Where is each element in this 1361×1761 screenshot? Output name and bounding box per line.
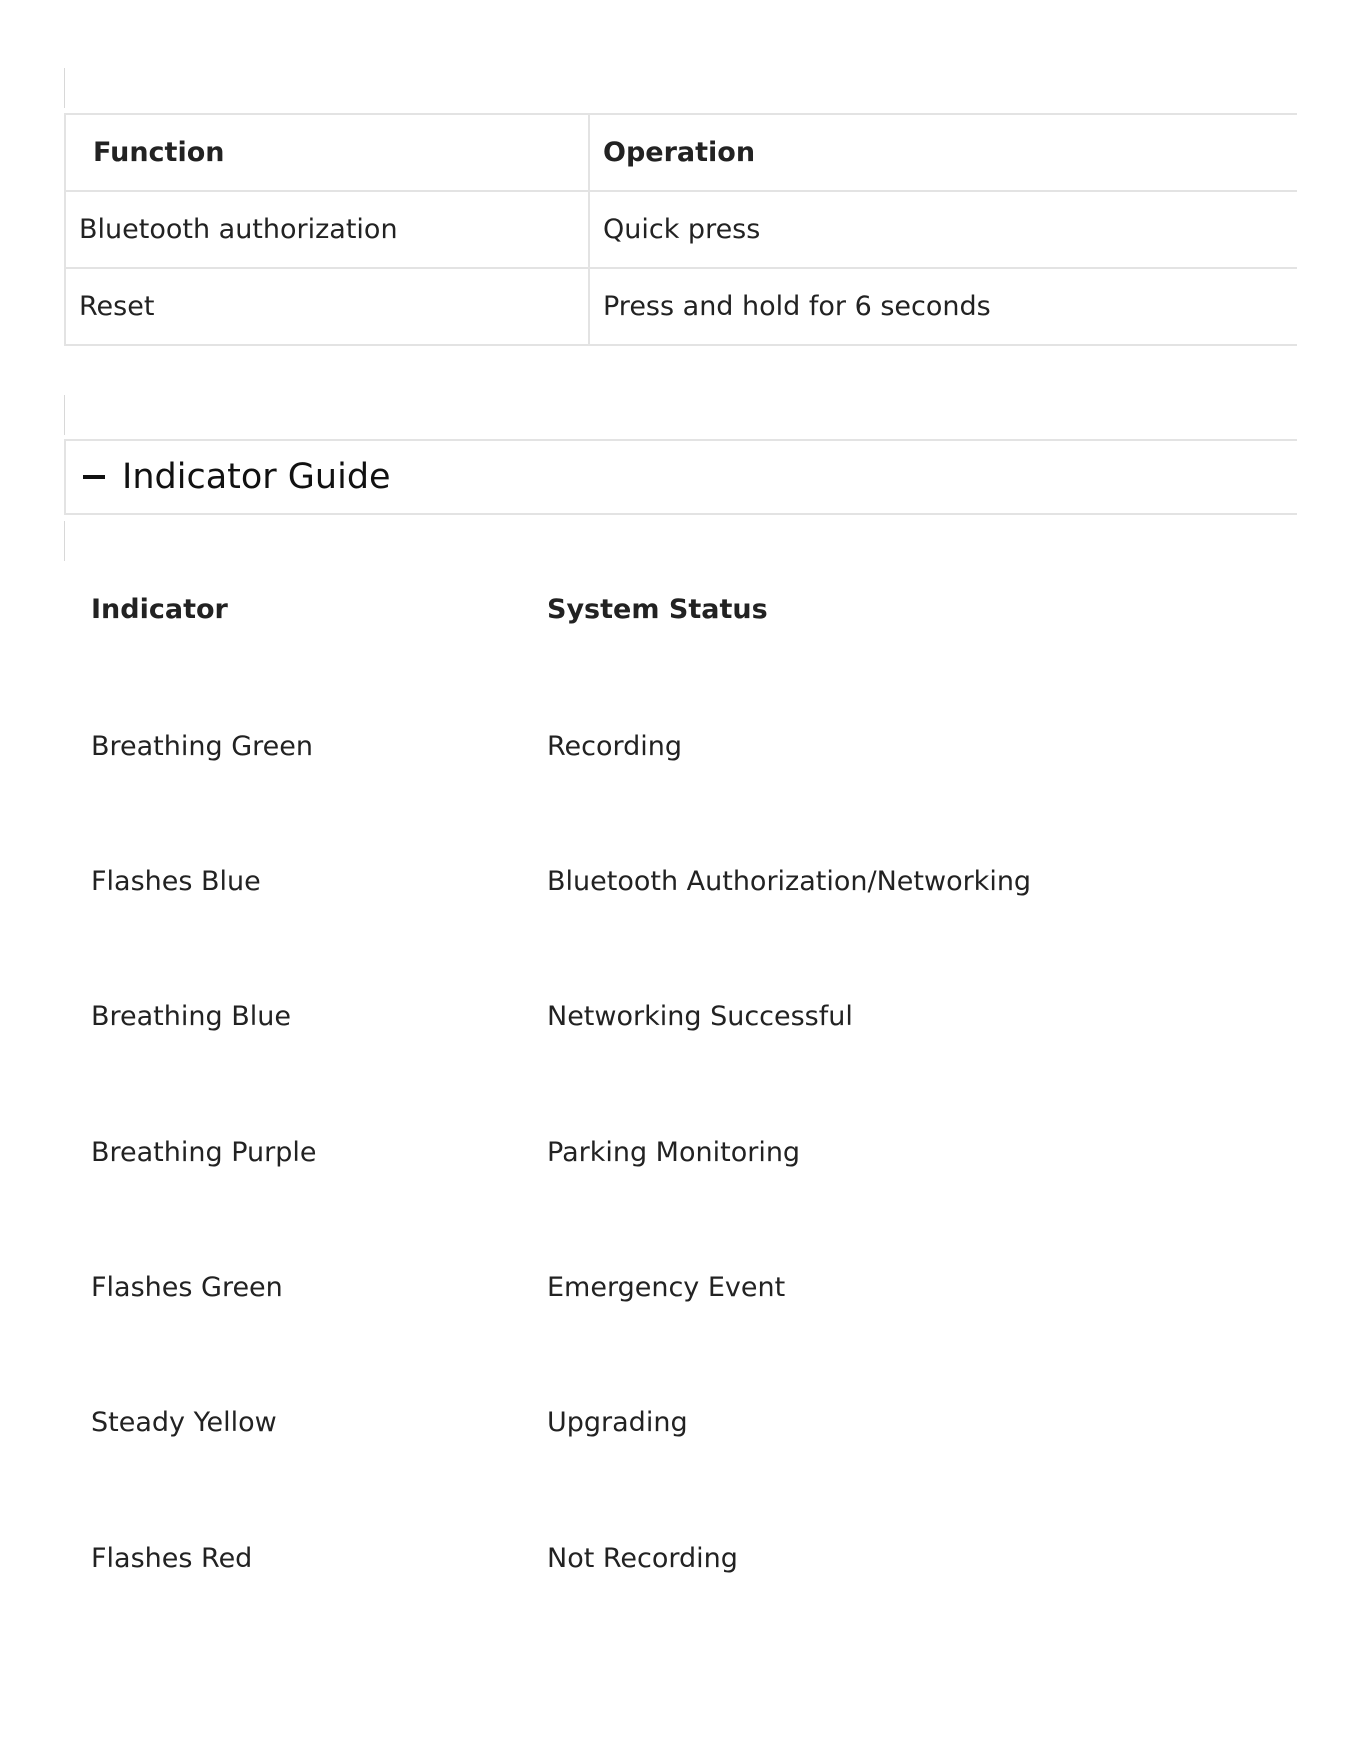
indicator-cell: Breathing Blue [91,1001,291,1032]
table-row [65,191,1297,268]
indicator-table-header [0,590,1361,630]
table-row [0,727,1361,767]
indicator-cell: Breathing Purple [91,1137,317,1168]
table-row [0,1268,1361,1308]
status-cell: Emergency Event [547,1272,786,1303]
status-cell: Upgrading [547,1407,688,1438]
status-cell: Bluetooth Authorization/Networking [547,866,1032,897]
table-header-function: Function [65,114,589,191]
button-function-table [64,113,1297,346]
table-row [0,862,1361,902]
status-cell: Not Recording [547,1543,738,1574]
indicator-cell: Flashes Red [91,1543,253,1574]
section-title: Indicator Guide [122,457,391,497]
table-cell-operation: Quick press [589,191,1297,268]
table-cell-operation: Press and hold for 6 seconds [589,268,1297,345]
edge-marker [64,521,65,561]
indicator-cell: Steady Yellow [91,1407,277,1438]
edge-marker [64,68,65,108]
table-row [0,1403,1361,1443]
table-row [0,1539,1361,1579]
indicator-cell: Flashes Blue [91,866,261,897]
table-row [0,1133,1361,1173]
header-indicator: Indicator [91,594,228,625]
table-cell-function: Reset [65,268,589,345]
edge-marker [64,395,65,435]
status-cell: Parking Monitoring [547,1137,801,1168]
indicator-guide-toggle[interactable] [64,439,1297,515]
header-system-status: System Status [547,594,768,625]
table-row [65,268,1297,345]
table-header-row [65,114,1297,191]
indicator-cell: Breathing Green [91,731,313,762]
minus-icon [83,475,105,479]
table-row [0,997,1361,1037]
table-cell-function: Bluetooth authorization [65,191,589,268]
indicator-cell: Flashes Green [91,1272,283,1303]
status-cell: Recording [547,731,683,762]
table-header-operation: Operation [589,114,1297,191]
status-cell: Networking Successful [547,1001,853,1032]
